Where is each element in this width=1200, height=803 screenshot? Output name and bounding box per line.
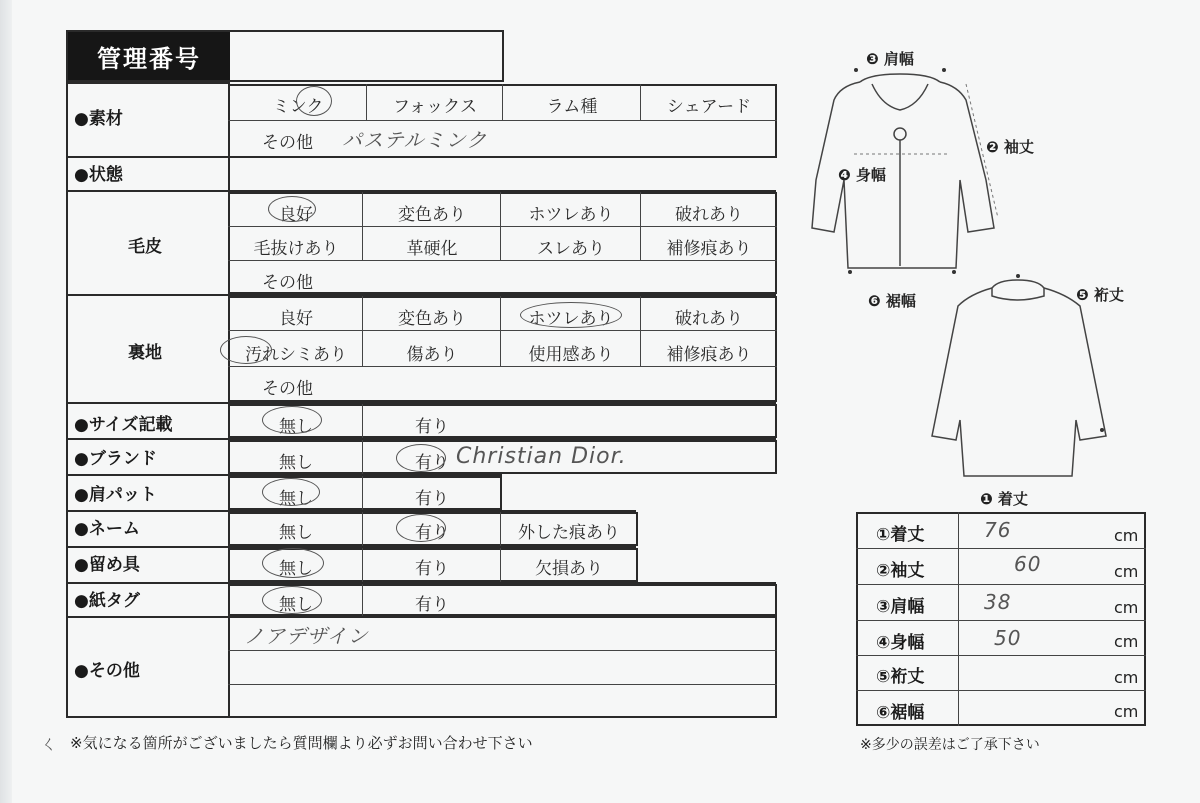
material-label: ●素材 [74, 109, 123, 129]
name-none[interactable]: 無し [279, 523, 313, 543]
lining-stain[interactable]: 汚れシミあり [245, 345, 347, 365]
lining-repaired[interactable]: 補修痕あり [666, 345, 752, 365]
measure-label-yuki: ⑤裄丈 [876, 667, 925, 687]
lining-stain-check-circle [220, 336, 272, 364]
paper-tag-none[interactable]: 無し [279, 595, 313, 615]
fur-repaired[interactable]: 補修痕あり [666, 239, 752, 259]
lining-label: 裏地 [128, 343, 162, 363]
shoulder-pad-yes[interactable]: 有り [415, 489, 449, 509]
brand-label: ●ブランド [74, 449, 157, 469]
material-option-lamb[interactable]: ラム種 [546, 97, 598, 117]
material-option-sheared[interactable]: シェアード [666, 97, 752, 117]
measurement-note: ※多少の誤差はご了承下さい [860, 737, 1040, 753]
sleeve-dim-label: ❷ 袖丈 [986, 138, 1034, 156]
margin-mark: ㄑ [40, 734, 58, 755]
measure-unit-6: cm [1114, 702, 1139, 721]
shoulder-pad-none[interactable]: 無し [279, 489, 313, 509]
lining-other-label: その他 [262, 379, 313, 399]
mink-check-circle [296, 86, 332, 116]
fastener-missing[interactable]: 欠損あり [535, 559, 603, 579]
measure-label-sleeve: ②袖丈 [876, 561, 925, 581]
measure-unit-1: cm [1114, 526, 1139, 545]
body-width-dim-label: ❹ 身幅 [838, 166, 886, 184]
yuki-dim-label: ❺ 裄丈 [1076, 286, 1124, 304]
name-label: ●ネーム [74, 519, 140, 539]
fastener-yes[interactable]: 有り [415, 559, 449, 579]
shoulder-none-check-circle [262, 478, 320, 506]
brand-yes-check-circle [396, 444, 446, 472]
hem-dim-label: ❻ 裾幅 [868, 292, 916, 310]
measure-value-sleeve[interactable]: 60 [1014, 552, 1042, 576]
measure-value-shoulder[interactable]: 38 [984, 590, 1012, 614]
fur-shedding[interactable]: 毛抜けあり [253, 239, 339, 259]
lining-discolor[interactable]: 変色あり [398, 309, 466, 329]
fur-good[interactable]: 良好 [279, 205, 313, 225]
fur-label: 毛皮 [128, 237, 162, 257]
measure-label-body: ④身幅 [876, 633, 925, 653]
brand-yes[interactable]: 有り [415, 453, 449, 473]
lining-worn[interactable]: 使用感あり [528, 345, 614, 365]
other-label: ●その他 [74, 661, 140, 681]
fur-fray[interactable]: ホツレあり [528, 205, 614, 225]
paper-tag-label: ●紙タグ [74, 591, 140, 611]
shoulder-dim-label: ❸ 肩幅 [866, 50, 914, 68]
material-option-mink[interactable]: ミンク [272, 97, 324, 117]
condition-label: ●状態 [74, 165, 123, 185]
size-label-none[interactable]: 無し [279, 417, 313, 437]
measure-unit-4: cm [1114, 632, 1139, 651]
measure-value-length[interactable]: 76 [984, 518, 1012, 542]
size-label-yes[interactable]: 有り [415, 417, 449, 437]
material-other-label: その他 [262, 133, 313, 153]
lining-good[interactable]: 良好 [279, 309, 313, 329]
name-removed[interactable]: 外した痕あり [518, 523, 620, 543]
paper-tag-none-check-circle [262, 586, 322, 614]
fur-discolor[interactable]: 変色あり [398, 205, 466, 225]
fur-rubbed[interactable]: スレあり [537, 239, 605, 259]
lining-tear[interactable]: 破れあり [675, 309, 743, 329]
length-dim-label: ❶ 着丈 [980, 490, 1028, 508]
measure-unit-3: cm [1114, 598, 1139, 617]
lining-scratch[interactable]: 傷あり [406, 345, 458, 365]
measure-unit-2: cm [1114, 562, 1139, 581]
fur-hardened[interactable]: 革硬化 [406, 239, 458, 259]
measure-unit-5: cm [1114, 668, 1139, 687]
fastener-none[interactable]: 無し [279, 559, 313, 579]
fastener-label: ●留め具 [74, 555, 140, 575]
name-yes-check-circle [396, 514, 446, 542]
size-label-label: ●サイズ記載 [74, 415, 173, 435]
shoulder-pad-label: ●肩パット [74, 485, 157, 505]
size-none-check-circle [262, 406, 322, 434]
paper-tag-yes[interactable]: 有り [415, 595, 449, 615]
footnote: ※気になる箇所がございましたら質問欄より必ずお問い合わせ下さい [70, 734, 533, 752]
fur-other-label: その他 [262, 273, 313, 293]
fur-good-check-circle [268, 196, 316, 222]
other-handwritten: ノアデザイン [244, 624, 369, 648]
lining-fray-check-circle [520, 302, 622, 328]
measure-label-length: ①着丈 [876, 525, 925, 545]
paper-edge [0, 0, 12, 803]
name-yes[interactable]: 有り [415, 523, 449, 543]
measure-label-shoulder: ③肩幅 [876, 597, 925, 617]
lining-fray[interactable]: ホツレあり [528, 309, 614, 329]
material-other-handwritten: パステルミンク [342, 128, 488, 152]
brand-handwritten: Christian Dior. [456, 444, 627, 469]
measure-value-body[interactable]: 50 [994, 626, 1022, 650]
coat-front-diagram [800, 60, 1020, 280]
brand-none[interactable]: 無し [279, 453, 313, 473]
fur-tear[interactable]: 破れあり [675, 205, 743, 225]
material-option-fox[interactable]: フォックス [393, 97, 477, 117]
fastener-none-check-circle [262, 548, 324, 578]
measure-label-hem: ⑥裾幅 [876, 703, 925, 723]
management-number-label: 管理番号 [68, 32, 230, 80]
